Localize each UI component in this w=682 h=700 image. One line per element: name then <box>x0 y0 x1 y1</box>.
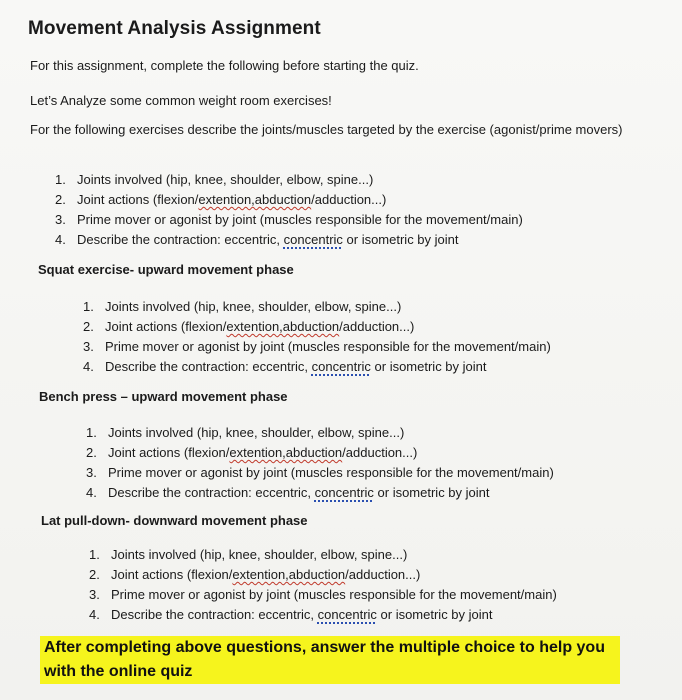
spellcheck-underlined-text: extention,abduction <box>198 192 312 207</box>
question-contraction-prefix: Describe the contraction: eccentric, <box>77 232 284 247</box>
spellcheck-underlined-text: extention,abduction <box>232 567 346 582</box>
question-contraction-prefix: Describe the contraction: eccentric, <box>105 359 312 374</box>
list-item <box>55 190 523 210</box>
intro-line-2: Let’s Analyze some common weight room exercises! <box>30 93 332 108</box>
list-number: 3. <box>89 587 100 602</box>
list-number: 2. <box>55 192 66 207</box>
list-number: 3. <box>55 212 66 227</box>
list-number: 4. <box>86 485 97 500</box>
question-actions-prefix: Joint actions (flexion/ <box>77 192 199 207</box>
list-number: 4. <box>55 232 66 247</box>
question-actions-suffix: /adduction...) <box>345 567 421 582</box>
question-contraction-prefix: Describe the contraction: eccentric, <box>108 485 315 500</box>
list-number: 1. <box>86 425 97 440</box>
question-joints: Joints involved (hip, knee, shoulder, elbow, spine...) <box>111 547 408 562</box>
question-contraction-prefix: Describe the contraction: eccentric, <box>111 607 318 622</box>
list-number: 2. <box>86 445 97 460</box>
question-actions-prefix: Joint actions (flexion/ <box>111 567 233 582</box>
section-heading-lat-pull-down: Lat pull-down- downward movement phase <box>41 513 308 528</box>
list-number: 1. <box>89 547 100 562</box>
question-joints: Joints involved (hip, knee, shoulder, elbow, spine...) <box>77 172 374 187</box>
spellcheck-underlined-text: extention,abduction <box>226 319 340 334</box>
question-contraction-suffix: or isometric by joint <box>342 232 459 247</box>
list-item <box>55 170 523 190</box>
list-item <box>86 463 554 483</box>
question-prime-mover: Prime mover or agonist by joint (muscles responsible for the movement/main) <box>77 212 523 227</box>
question-actions-prefix: Joint actions (flexion/ <box>105 319 227 334</box>
question-actions-suffix: /adduction...) <box>311 192 387 207</box>
grammar-underlined-text: concentric <box>317 607 377 622</box>
intro-line-1: For this assignment, complete the following before starting the quiz. <box>30 58 419 73</box>
list-item <box>83 317 551 337</box>
list-number: 3. <box>86 465 97 480</box>
question-actions-prefix: Joint actions (flexion/ <box>108 445 230 460</box>
question-contraction-suffix: or isometric by joint <box>370 359 487 374</box>
list-number: 2. <box>89 567 100 582</box>
list-item <box>89 565 557 585</box>
list-item <box>55 210 523 230</box>
question-joints: Joints involved (hip, knee, shoulder, elbow, spine...) <box>105 299 402 314</box>
grammar-underlined-text: concentric <box>283 232 343 247</box>
highlighted-footer-note: After completing above questions, answer the multiple choice to help you with the online quiz <box>40 636 620 684</box>
question-contraction-suffix: or isometric by joint <box>376 607 493 622</box>
list-item <box>83 337 551 357</box>
list-number: 1. <box>83 299 94 314</box>
question-prime-mover: Prime mover or agonist by joint (muscles responsible for the movement/main) <box>108 465 554 480</box>
grammar-underlined-text: concentric <box>314 485 374 500</box>
list-item <box>83 357 551 377</box>
grammar-underlined-text: concentric <box>311 359 371 374</box>
list-item <box>86 423 554 443</box>
question-prime-mover: Prime mover or agonist by joint (muscles responsible for the movement/main) <box>111 587 557 602</box>
question-actions-suffix: /adduction...) <box>339 319 415 334</box>
list-item <box>86 443 554 463</box>
question-list-lat-pull-down <box>89 545 557 625</box>
question-joints: Joints involved (hip, knee, shoulder, elbow, spine...) <box>108 425 405 440</box>
page-title: Movement Analysis Assignment <box>28 18 321 39</box>
list-item <box>55 230 523 250</box>
list-number: 4. <box>83 359 94 374</box>
section-heading-bench-press: Bench press – upward movement phase <box>39 389 288 404</box>
spellcheck-underlined-text: extention,abduction <box>229 445 343 460</box>
question-contraction-suffix: or isometric by joint <box>373 485 490 500</box>
question-list-bench-press <box>86 423 554 503</box>
question-prime-mover: Prime mover or agonist by joint (muscles responsible for the movement/main) <box>105 339 551 354</box>
list-item <box>83 297 551 317</box>
list-item <box>89 605 557 625</box>
list-item <box>86 483 554 503</box>
section-heading-squat: Squat exercise- upward movement phase <box>38 262 294 277</box>
question-list-general <box>55 170 523 250</box>
list-item <box>89 585 557 605</box>
intro-line-3: For the following exercises describe the joints/muscles targeted by the exercise (agonist/prime movers) <box>30 122 623 137</box>
list-item <box>89 545 557 565</box>
list-number: 2. <box>83 319 94 334</box>
question-actions-suffix: /adduction...) <box>342 445 418 460</box>
list-number: 3. <box>83 339 94 354</box>
question-list-squat <box>83 297 551 377</box>
list-number: 4. <box>89 607 100 622</box>
list-number: 1. <box>55 172 66 187</box>
